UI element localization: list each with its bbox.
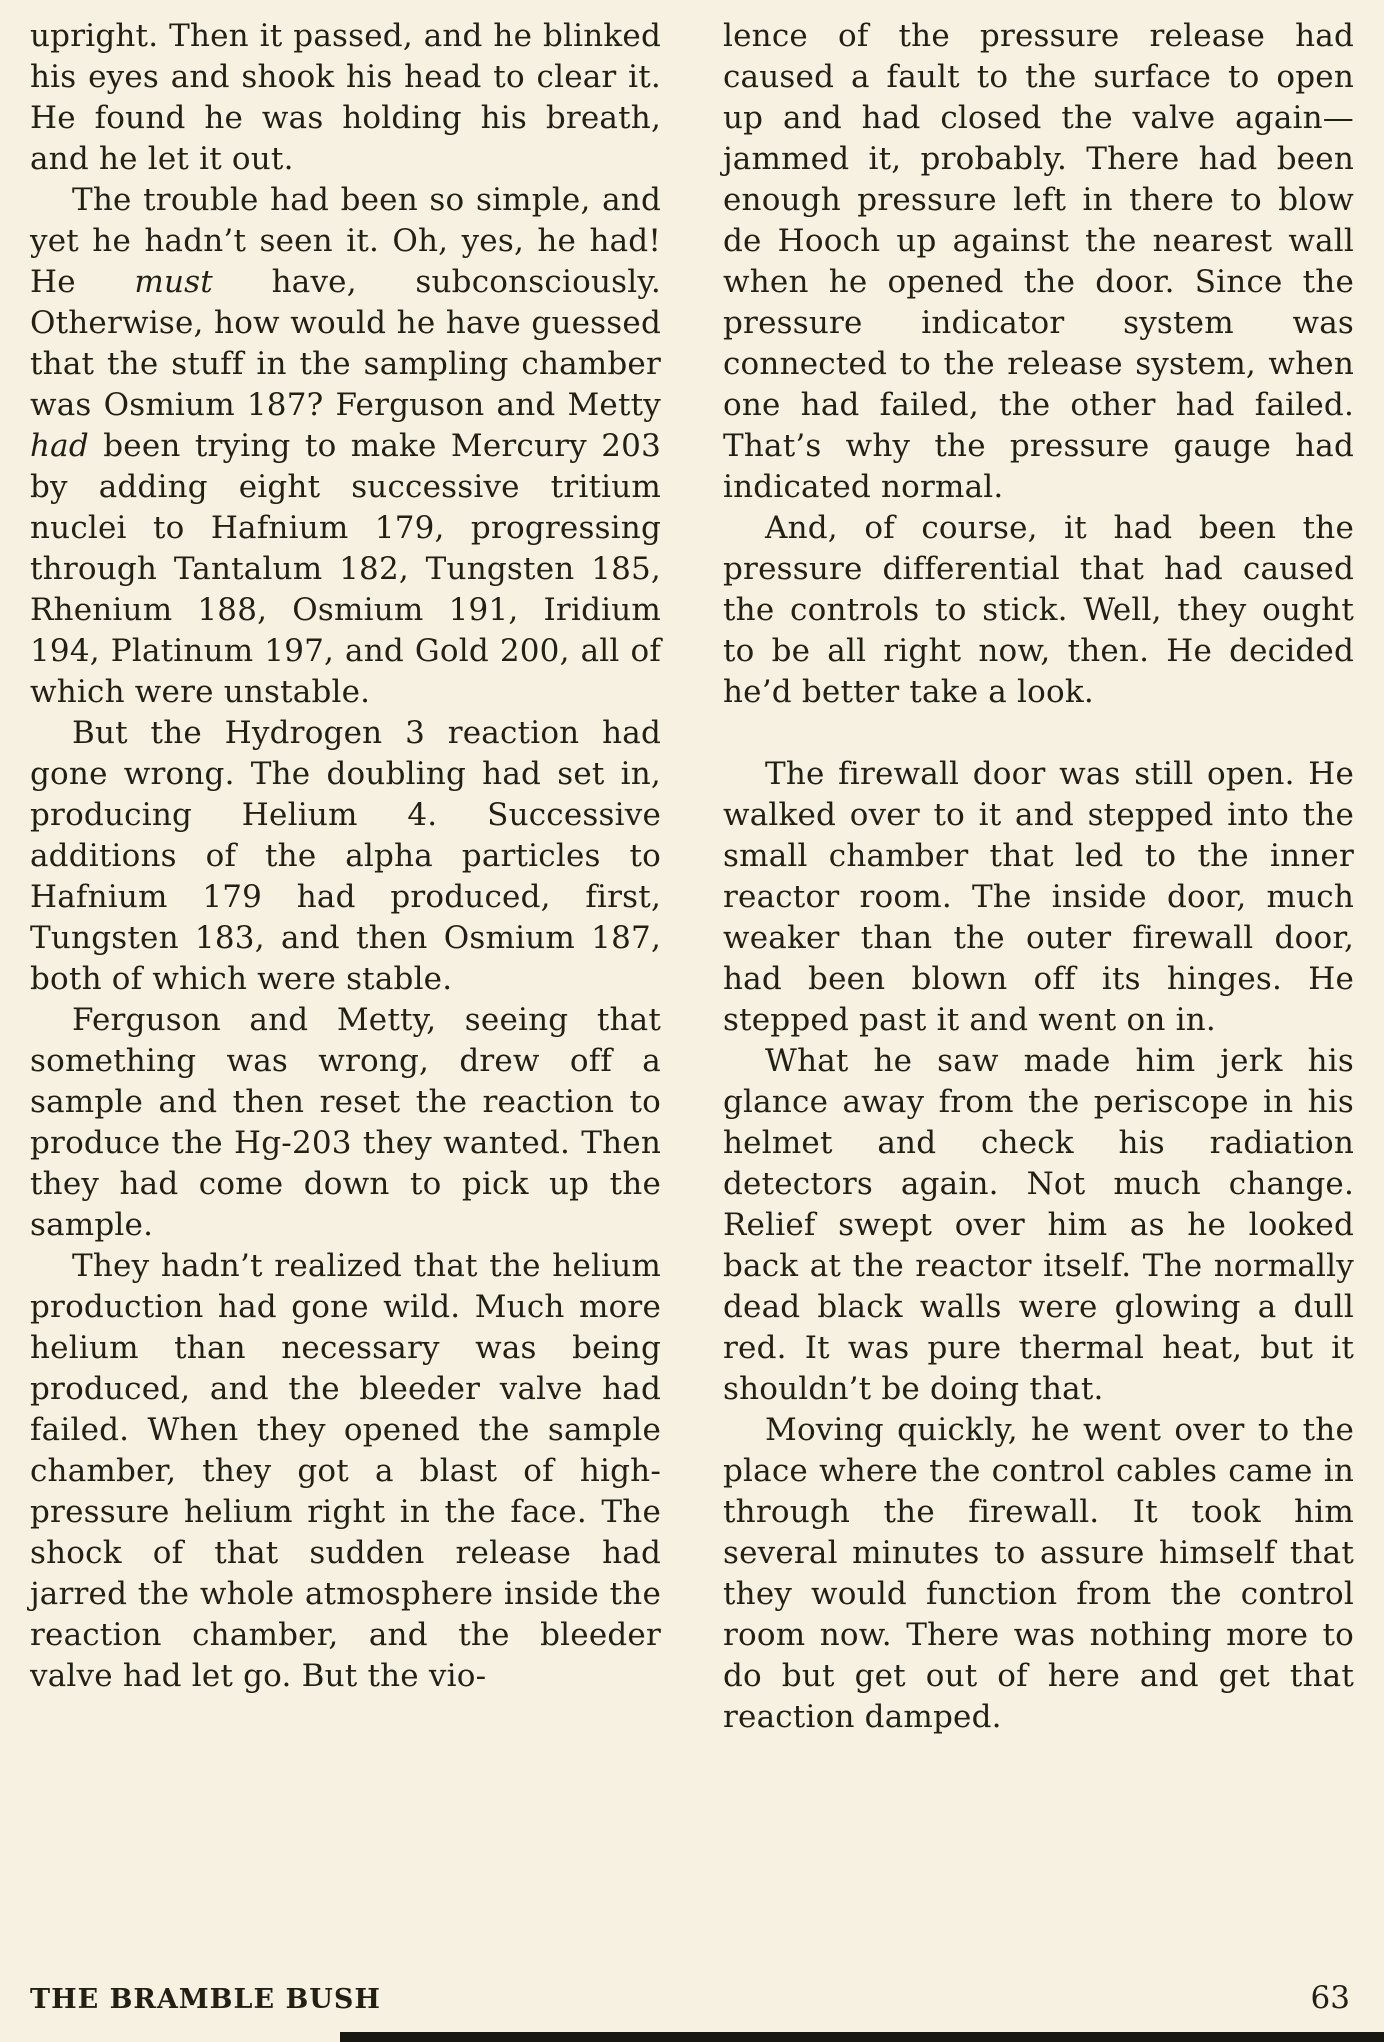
paragraph <box>723 1041 1354 1410</box>
page-number: 63 <box>1310 1980 1350 2016</box>
paragraph <box>30 1246 661 1697</box>
paragraph <box>723 16 1354 508</box>
body-text: What he saw made him jerk his glance away from the periscope in his helmet and check his radiation detectors again. Not much change. Relief swept over him as he looked back at the reactor itself. The normally dead black walls were glowing a dull red. It was pure thermal heat, but it shouldn’t be doing that. <box>723 1043 1354 1407</box>
body-text: They hadn’t realized that the helium production had gone wild. Much more helium than necessary was being produced, and the bleeder valve had failed. When they opened the sample chamber, they got a blast of high-pressure helium right in the face. The shock of that sudden release had jarred the whole atmosphere inside the reaction chamber, and the bleeder valve had let go. But the vio- <box>30 1248 661 1694</box>
body-text: upright. Then it passed, and he blinked his eyes and shook his head to clear it. He found he was holding his breath, and he let it out. <box>30 18 661 177</box>
right-column <box>723 16 1354 1738</box>
body-text: The trouble had been so simple, and yet he hadn’t seen it. Oh, yes, he had! He <box>30 182 661 300</box>
paragraph <box>30 16 661 180</box>
body-text: Ferguson and Metty, seeing that something was wrong, drew off a sample and then reset the reaction to produce the Hg-203 they wanted. Then they had come down to pick up the sample. <box>30 1002 661 1243</box>
paragraph <box>723 1410 1354 1738</box>
paragraph <box>30 180 661 713</box>
body-text: lence of the pressure release had caused a fault to the surface to open up and had closed the valve again—jammed it, probably. There had been enough pressure left in there to blow de Hooch up against the nearest wall when he opened the door. Since the pressure indicator system was connected to the release system, when one had failed, the other had failed. That’s why the pressure gauge had indicated normal. <box>723 18 1354 505</box>
italic-text: had <box>30 428 89 464</box>
body-text: And, of course, it had been the pressure differential that had caused the controls to stick. Well, they ought to be all right now, then. He decided he’d better take a look. <box>723 510 1354 710</box>
italic-text: must <box>134 264 213 300</box>
text-columns <box>30 16 1354 1738</box>
body-text: been trying to make Mercury 203 by adding eight successive tritium nuclei to Hafnium 179, progressing through Tantalum 182, Tungsten 185, Rhenium 188, Osmium 191, Iridium 194, Platinum 197, and Gold 200, all of which were unstable. <box>30 428 661 710</box>
paragraph <box>723 508 1354 713</box>
body-text: have, subconsciously. Otherwise, how would he have guessed that the stuff in the sampling chamber was Osmium 187? Ferguson and Metty <box>30 264 661 423</box>
body-text: Moving quickly, he went over to the place where the control cables came in through the firewall. It took him several minutes to assure himself that they would function from the control room now. There was nothing more to do but get out of here and get that reaction damped. <box>723 1412 1354 1735</box>
body-text: But the Hydrogen 3 reaction had gone wrong. The doubling had set in, producing Helium 4. Successive additions of the alpha particles to Hafnium 179 had produced, first, Tungsten 183, and then Osmium 187, both of which were stable. <box>30 715 661 997</box>
page-footer <box>30 1980 1350 2016</box>
paragraph <box>30 1000 661 1246</box>
scan-artifact-bar <box>340 2032 1384 2042</box>
paragraph <box>723 754 1354 1041</box>
running-title: THE BRAMBLE BUSH <box>30 1984 381 2015</box>
left-column <box>30 16 661 1738</box>
paragraph <box>30 713 661 1000</box>
body-text: The firewall door was still open. He walked over to it and stepped into the small chamber that led to the inner reactor room. The inside door, much weaker than the outer firewall door, had been blown off its hinges. He stepped past it and went on in. <box>723 756 1354 1038</box>
